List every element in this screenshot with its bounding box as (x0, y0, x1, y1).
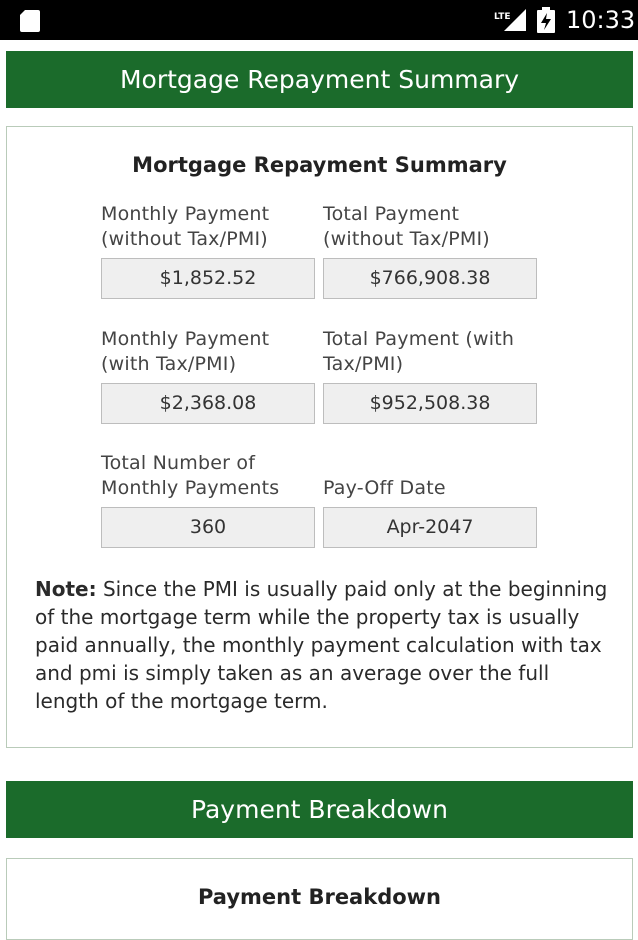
total-payment-without-tax-label: Total Payment (without Tax/PMI) (323, 203, 490, 250)
monthly-payment-with-tax-value: $2,368.08 (101, 383, 315, 424)
summary-section-header: Mortgage Repayment Summary (6, 51, 633, 108)
breakdown-section-header: Payment Breakdown (6, 781, 633, 838)
breakdown-card-title: Payment Breakdown (197, 885, 442, 909)
note-body: Since the PMI is usually paid only at the beginning of the mortgage term while the property tax is usually paid annually, the monthly payment calculation with tax and pmi is simply taken as an average over the full length of the mortgage term. (35, 577, 608, 713)
monthly-payment-without-tax-value: $1,852.52 (101, 258, 315, 299)
total-number-of-payments-value: 360 (101, 507, 315, 548)
monthly-payment-without-tax-label: Monthly Payment (without Tax/PMI) (101, 203, 270, 250)
note-text (35, 575, 615, 715)
pay-off-date-value: Apr-2047 (323, 507, 537, 548)
total-number-of-payments-label: Total Number of Monthly Payments (101, 452, 280, 499)
battery-charging-icon (537, 7, 555, 33)
sd-card-icon (20, 10, 40, 32)
svg-text:LTE: LTE (494, 12, 511, 22)
total-payment-with-tax-label: Total Payment (with Tax/PMI) (323, 328, 515, 375)
card-title: Mortgage Repayment Summary (132, 153, 507, 177)
monthly-payment-with-tax-label: Monthly Payment (with Tax/PMI) (101, 328, 270, 375)
pay-off-date-label: Pay-Off Date (323, 477, 446, 499)
total-payment-with-tax-value: $952,508.38 (323, 383, 537, 424)
note-label: Note: (35, 577, 97, 601)
total-payment-without-tax-value: $766,908.38 (323, 258, 537, 299)
lte-signal-icon (494, 9, 526, 31)
clock: 10:33 (566, 6, 636, 34)
summary-card (6, 126, 633, 748)
breakdown-card (6, 858, 633, 940)
status-bar (0, 0, 638, 40)
